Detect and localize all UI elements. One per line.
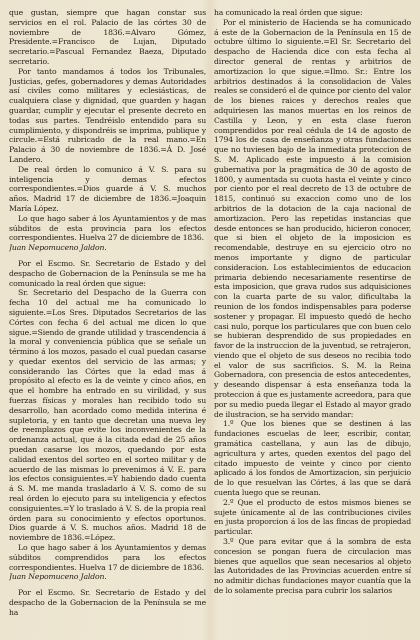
right-column [214, 8, 411, 634]
article-2: 2.º Que el producto de estos mismos bienes se sujete únicamente al de las contribuciones civiles en justa proporcion á los de las fincas de propiedad particular. [214, 497, 411, 537]
publication-notice: Lo que hago saber á los Ayuntamientos y de mas súbditos de esta provincia para los efectos correspondientes. Huelva 27 de diciembre de 1836. [9, 213, 206, 243]
separator [9, 253, 206, 257]
continued-header: ha comunicado la real órden que sigue: [214, 8, 363, 17]
signature-jaldon-1: Juan Nepomuceno Jaldon. [9, 243, 107, 253]
separator-2 [9, 582, 206, 586]
signature-jaldon-2: Juan Nepomuceno Jaldon. [9, 572, 107, 582]
decree-closing-paragraph: que gustan, siempre que hagan constar sus servicios en el rol. Palacio de las córtes 30 de noviembre de 1836.=Alvaro Gómez, Presidente.=Francisco de Lujan, Diputado secretario.=Pascual Fernandez Baeza, Diputado secretario. [9, 8, 206, 66]
article-3: 3.º Que para evitar que á la sombra de esta concesion se pongan fuera de circulacion mas bienes que aquellos que sean necesarios al objeto las Autoridades de las Provincias acuerden entre sí no admitir dichas fundaciones mayor cuantía que la de lo solamente precisa para cubrir los salarios [214, 537, 411, 596]
section-header-gobernacion-2: Por el Escmo. Sr. Secretario de Estado y del despacho de la Gobernacion de la Península se me ha [9, 588, 206, 617]
royal-order-paragraph: Por tanto mandamos á todos los Tribunales, Justicias, gefes, gobernadores y demas Autoridades así civiles como militares y eclesiásticas, de cualquiera clase y dignidad, que guarden y hagan guardar, cumplir y ejecutar el presente decreto en todas sus partes. Tendréislo entendido para su cumplimiento, y dispondréis se imprima, publique y circule.=Está rubricado de la real mano.=En Palacio á 30 de noviembre de 1836.=Á D. José Landero. [9, 66, 206, 164]
section-header-gobernacion: Por el Escmo. Sr. Secretario de Estado y del despacho de Gobernacion de la Península se me ha comunicado la real órden que sigue: [9, 258, 206, 288]
publication-notice-2: Lo que hago saber á los Ayuntamientos y demas súbditos comprendidos para los efectos correspondientes. Huelva 17 de diciembre de 1836. [9, 543, 206, 572]
hacienda-order-paragraph: Por el ministerio de Hacienda se ha comunicado á este de la Gobernacion de la Península en 15 de octubre último lo siguiente.=El Sr. Secretario del despacho de Hacienda dice con esta fecha al director general de rentas y arbitrios de amortizacion lo que sigue.=Ilmo. Sr.: Entre los arbitrios destinados á la consolidacion de Vales reales se consideró el de quince por ciento del valor de los bienes raices y derechos reales que adquiriesen las manos muertas en los reinos de Castilla y Leon, y en esta clase fueron comprendidos por real cédula de 14 de agosto de 1794 los de casa de enseñanza y otras fundaciones que no tuviesen bajo de la inmediata proteccion de S. M. Aplicado este impuesto á la comision gubernativa por la pragmática de 30 de agosto de 1800, y aumentada su cuota hasta el veinte y cinco por ciento por el real decreto de 13 de octubre de 1815, continuó su exaccion como uno de los arbitrios de la dotacion de la caja nacional de amortizacion. Pero las repetidas instancias que desde entonces se han producido, hicieron conocer, que si bien el objeto de la imposicion es recomendable, destruye en su ejercicio otro no menos importante y digno de particular consideracion. Los establecimientos de educacion primaria debiendo necesariamente resentirse de esta imposicion, que grava rudos sus adquisiciones con la cuarta parte de su valor, dificultaba la reunion de los fondos indispensables para poderse sostener y propagar. El impuesto quedó de hecho casi nulo, porque los particulares que con buen celo se hubieran desprendido de sus propiedades en favor de la instruccion de la juventud, se retrajeron, viendo que el objeto de sus deseos no recibia todo el valor de sus sacrificios. S. M. la Reina Gobernadora, con presencia de estos antecedentes, y deseando dispensar á esta enseñanza toda la proteccion á que es justamente acreedora, para que por su medio pueda llegar el Estado al mayor grado de ilustracion, se ha servido mandar: [214, 17, 411, 419]
article-1: 1.º Que los bienes que se destinen á las fundaciones escuelas de leer, escribir, contar, gramática castellana, y aun las de dibujo, agricultura y artes, queden exentos del pago del citado impuesto de veinte y cinco por ciento aplicado á los fondos de Amortizacion, sin perjuicio de lo que resuelvan las Córtes, á las que se dará cuenta luego que se reunan. [214, 419, 411, 498]
communication-paragraph: De real órden lo comunico á V. S. para su inteligencia y demas efectos correspondientes.=Dios guarde á V. S. muchos años. Madrid 17 de diciembre de 1836.=Joaquin María López. [9, 164, 206, 213]
left-column [9, 8, 206, 634]
military-marriage-order: Sr. Secretario del Despacho de la Guerra con fecha 10 del actual me ha comunicado lo siguiente.=Los Sres. Diputados Secretarios de las Córtes con fecha 6 del actual me dicen lo que sigue.=Siendo de grande utilidad y trascendencia á la moral y conveniencia pública que se señale un término á los mozos, pasado el cual puedan casarse y quedar exentos del servicio de las armas; y considerando las Córtes que la edad mas á propósito al efecto es la de veinte y cinco años, en que el hombre ha entrado en su virilidad, y sus fuerzas físicas y morales han recibido todo su desarrollo, han acordado como medida interina é supletoria, y en tanto que decretan una nueva ley de reemplazos que evite los inconvenientes de la ordenanza actual, que á la citada edad de 25 años puedan casarse los mozos, quedando por esta calidad exentos del sorteo en el sorteo militar y de acuerdo de las mismas lo prevenimos á V. E. para los efectos consiguientes.=Y habiendo dado cuenta á S. M. me manda trasladarlo á V. S. como de su real órden lo ejecuto para su inteligencia y efectos consiguientes.=Y lo traslado á V. S. de la propia real órden para su conocimiento y efectos oportunos. Dios guarde á V. S. muchos años. Madrid 18 de noviembre de 1836.=López. [9, 288, 206, 543]
text-columns [9, 8, 411, 634]
